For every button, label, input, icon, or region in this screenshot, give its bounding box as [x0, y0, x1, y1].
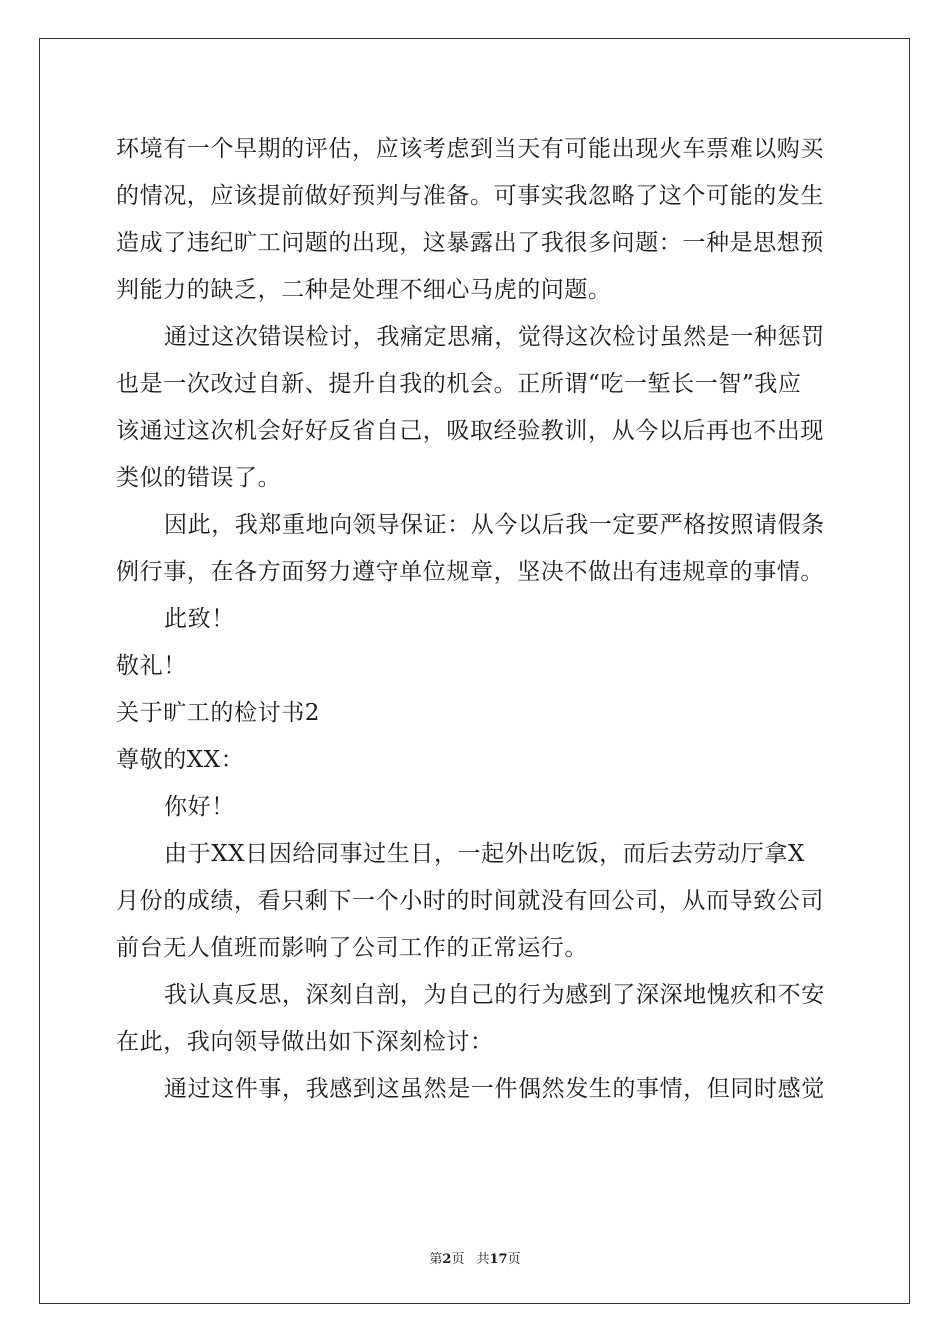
- text-line: 通过这件事，我感到这虽然是一件偶然发生的事情，但同时感觉: [164, 1076, 825, 1102]
- total-prefix: 共: [476, 1252, 490, 1267]
- text-line: 环境有一个早期的评估，应该考虑到当天有可能出现火车票难以购买: [116, 136, 824, 162]
- text-line: 在此，我向领导做出如下深刻检讨：: [116, 1029, 494, 1055]
- text-line: 造成了违纪旷工问题的出现，这暴露出了我很多问题：一种是思想预: [116, 230, 824, 256]
- section-title: 关于旷工的检讨书2: [116, 700, 321, 726]
- text-line: 的情况，应该提前做好预判与准备。可事实我忽略了这个可能的发生: [116, 183, 824, 209]
- text-line: 由于XX日因给同事过生日，一起外出吃饭，而后去劳动厅拿X: [164, 841, 805, 867]
- text-line: 通过这次错误检讨，我痛定思痛，觉得这次检讨虽然是一种惩罚: [164, 324, 825, 350]
- text-line: 也是一次改过自新、提升自我的机会。正所谓“吃一堑长一智”我应: [116, 371, 802, 397]
- text-line: 月份的成绩，看只剩下一个小时的时间就没有回公司，从而导致公司: [116, 888, 824, 914]
- page-suffix: 页: [451, 1252, 465, 1267]
- text-line: 类似的错误了。: [116, 465, 282, 491]
- text-line: 因此，我郑重地向领导保证：从今以后我一定要严格按照请假条: [164, 512, 825, 538]
- text-line: 前台无人值班而影响了公司工作的正常运行。: [116, 935, 588, 961]
- page-number: 2: [442, 1252, 452, 1267]
- recipient-line: 尊敬的XX：: [116, 747, 245, 773]
- closing-regards: 敬礼！: [116, 653, 187, 679]
- document-body: [116, 126, 836, 1113]
- text-line: 判能力的缺乏，二种是处理不细心马虎的问题。: [116, 277, 612, 303]
- text-line: 例行事，在各方面努力遵守单位规章，坚决不做出有违规章的事情。: [116, 559, 824, 585]
- total-pages: 17: [489, 1252, 508, 1267]
- text-line: 该通过这次机会好好反省自己，吸取经验教训，从今以后再也不出现: [116, 418, 824, 444]
- closing-salutation: 此致！: [164, 606, 235, 632]
- page-footer: [0, 1248, 950, 1267]
- page-prefix: 第: [429, 1252, 443, 1267]
- greeting-line: 你好！: [164, 794, 235, 820]
- total-suffix: 页: [507, 1252, 521, 1267]
- text-line: 我认真反思，深刻自剖，为自己的行为感到了深深地愧疚和不安: [164, 982, 825, 1008]
